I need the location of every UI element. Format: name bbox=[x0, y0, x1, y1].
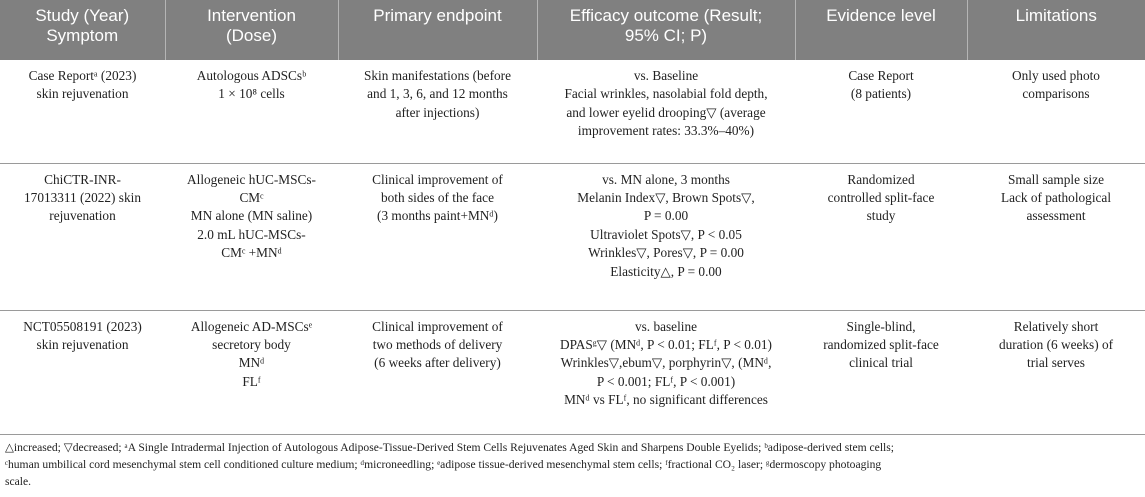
cell-efficacy: vs. Baseline Facial wrinkles, nasolabial fold depth, and lower eyelid drooping▽ (average improvement rates: 33.3%–40%) bbox=[537, 60, 795, 163]
cell-evidence: Case Report (8 patients) bbox=[795, 60, 967, 163]
cell-intervention: Allogeneic hUC-MSCs- CMᶜ MN alone (MN saline) 2.0 mL hUC-MSCs- CMᶜ +MNᵈ bbox=[165, 163, 338, 310]
header-study: Study (Year) Symptom bbox=[0, 0, 165, 60]
cell-efficacy: vs. MN alone, 3 months Melanin Index▽, Brown Spots▽, P = 0.00 Ultraviolet Spots▽, P < 0.05 Wrinkles▽, Pores▽, P = 0.00 Elasticity△, P = 0.00 bbox=[537, 163, 795, 310]
cell-intervention: Allogeneic AD-MSCsᵉ secretory body MNᵈ FLᶠ bbox=[165, 310, 338, 434]
header-efficacy: Efficacy outcome (Result; 95% CI; P) bbox=[537, 0, 795, 60]
table-row bbox=[0, 60, 1145, 163]
cell-study: NCT05508191 (2023) skin rejuvenation bbox=[0, 310, 165, 434]
cell-efficacy: vs. baseline DPASᵍ▽ (MNᵈ, P < 0.01; FLᶠ, P < 0.01) Wrinkles▽,ebum▽, porphyrin▽, (MNᵈ, P < 0.001; FLᶠ, P < 0.001) MNᵈ vs FLᶠ, no significant differences bbox=[537, 310, 795, 434]
footnote-line: scale. bbox=[5, 474, 32, 488]
header-endpoint: Primary endpoint bbox=[338, 0, 537, 60]
cell-limitations: Only used photo comparisons bbox=[967, 60, 1145, 163]
cell-study: Case Reportᵃ (2023) skin rejuvenation bbox=[0, 60, 165, 163]
header-limitations: Limitations bbox=[967, 0, 1145, 60]
header-evidence: Evidence level bbox=[795, 0, 967, 60]
cell-evidence: Single-blind, randomized split-face clinical trial bbox=[795, 310, 967, 434]
cell-endpoint: Clinical improvement of two methods of delivery (6 weeks after delivery) bbox=[338, 310, 537, 434]
cell-study: ChiCTR-INR- 17013311 (2022) skin rejuvenation bbox=[0, 163, 165, 310]
cell-intervention: Autologous ADSCsᵇ 1 × 10⁸ cells bbox=[165, 60, 338, 163]
footnote-line: △increased; ▽decreased; ᵃA Single Intradermal Injection of Autologous Adipose-Tissue-Derived Stem Cells Rejuvenates Aged Skin and Sharpens Double Eyelids; ᵇadipose-derived stem cells; bbox=[5, 440, 894, 454]
header-intervention: Intervention (Dose) bbox=[165, 0, 338, 60]
table-row bbox=[0, 163, 1145, 310]
table-footnotes bbox=[0, 435, 1145, 490]
footnote-line: ᶜhuman umbilical cord mesenchymal stem cell conditioned culture medium; ᵈmicroneedling; ᵉadipose tissue-derived mesenchymal stem cells; ᶠfractional CO₂ laser; ᵍdermoscopy photoaging bbox=[5, 457, 882, 471]
cell-endpoint: Skin manifestations (before and 1, 3, 6, and 12 months after injections) bbox=[338, 60, 537, 163]
header-row bbox=[0, 0, 1145, 60]
table-row bbox=[0, 310, 1145, 434]
cell-limitations: Relatively short duration (6 weeks) of trial serves bbox=[967, 310, 1145, 434]
cell-evidence: Randomized controlled split-face study bbox=[795, 163, 967, 310]
cell-endpoint: Clinical improvement of both sides of the face (3 months paint+MNᵈ) bbox=[338, 163, 537, 310]
cell-limitations: Small sample size Lack of pathological assessment bbox=[967, 163, 1145, 310]
